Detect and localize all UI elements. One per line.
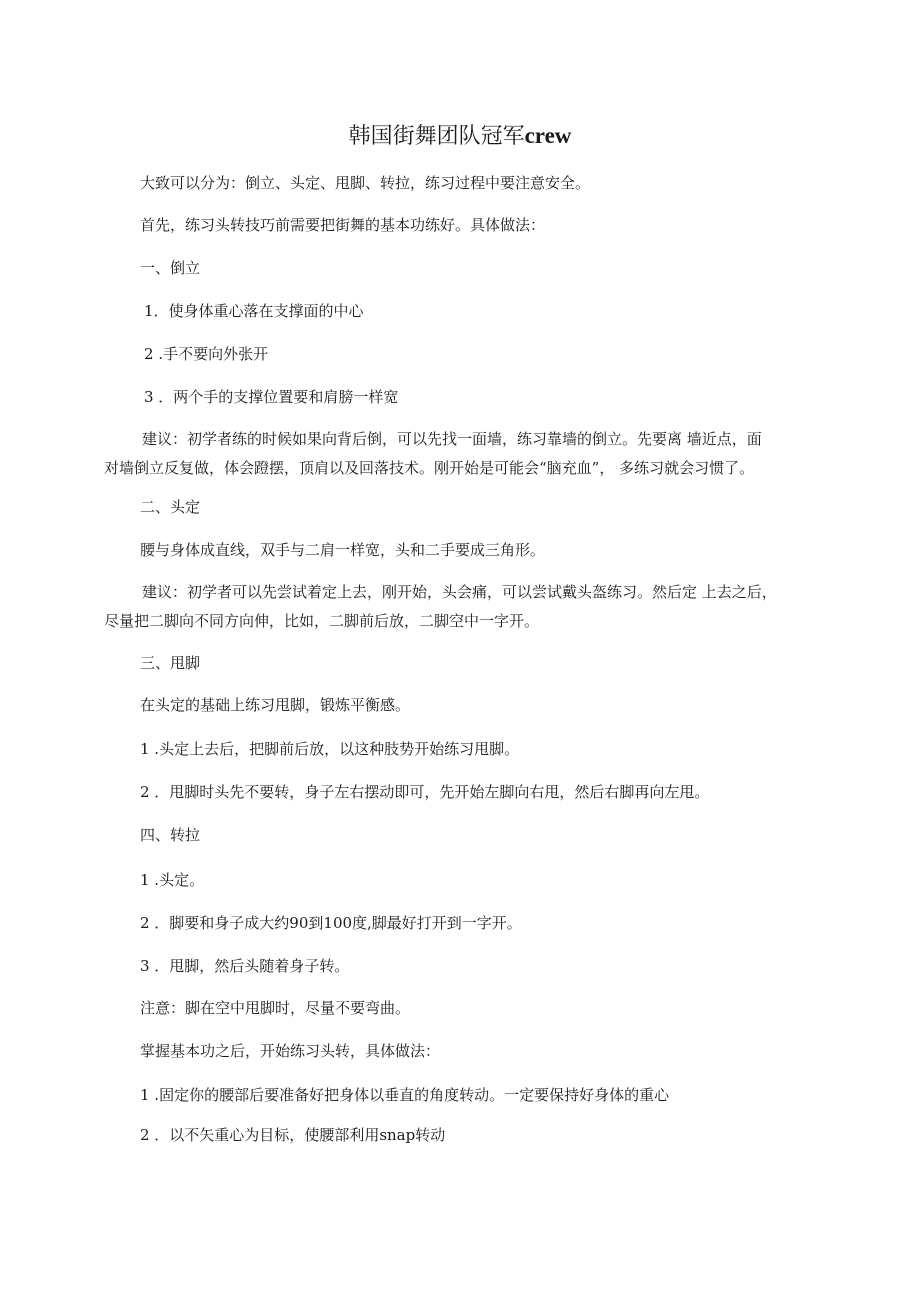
list-item: 1．使身体重心落在支撑面的中心 <box>144 302 364 320</box>
first-paragraph: 首先，练习头转技巧前需要把街舞的基本功练好。具体做法： <box>140 216 546 234</box>
list-item: 3 ．两个手的支撑位置要和肩膀一样宽 <box>144 388 399 406</box>
list-item: 1 .头定。 <box>140 871 205 889</box>
list-item: 1 .固定你的腰部后要准备好把身体以垂直的角度转动。一定要保持好身体的重心 <box>140 1086 670 1104</box>
advice-line: 对墙倒立反复做，体会蹬摆，顶肩以及回落技术。刚开始是可能会“脑充血”， 多练习就会习惯了。 <box>104 459 755 477</box>
section-heading-headstand: 二、头定 <box>140 498 201 516</box>
advice-paragraph-headstand <box>104 578 824 636</box>
advice-line: 建议：初学者练的时候如果向背后倒，可以先找一面墙，练习靠墙的倒立。先要离 墙近点，面 <box>142 430 762 448</box>
list-item: 2 .手不要向外张开 <box>144 345 269 363</box>
list-item: 3 ．甩脚，然后头随着身子转。 <box>140 957 350 975</box>
title-latin: crew <box>524 123 572 148</box>
intro-paragraph: 大致可以分为：倒立、头定、甩脚、转拉，练习过程中要注意安全。 <box>140 174 591 192</box>
section-heading-handstand: 一、倒立 <box>140 259 201 277</box>
list-item: 1 .头定上去后，把脚前后放，以这种肢势开始练习甩脚。 <box>140 740 520 758</box>
advice-paragraph-handstand <box>104 425 824 483</box>
list-item: 2 ．以不矢重心为目标，使腰部利用snap转动 <box>140 1126 446 1144</box>
after-paragraph: 掌握基本功之后，开始练习头转，具体做法： <box>140 1042 441 1060</box>
list-item: 2 ．甩脚时头先不要转，身子左右摆动即可，先开始左脚向右甩，然后右脚再向左甩。 <box>140 783 710 801</box>
note-paragraph: 注意：脚在空中甩脚时，尽量不要弯曲。 <box>140 999 411 1017</box>
title-chinese: 韩国街舞团队冠军 <box>348 124 525 149</box>
advice-line: 建议：初学者可以先尝试着定上去，刚开始，头会痛，可以尝试戴头盔练习。然后定 上去之后， <box>142 583 777 601</box>
leg-swing-description: 在头定的基础上练习甩脚，锻炼平衡感。 <box>140 696 411 714</box>
section-heading-spin: 四、转拉 <box>140 826 201 844</box>
page-title <box>0 122 920 151</box>
advice-line: 尽量把二脚向不同方向伸，比如，二脚前后放，二脚空中一字开。 <box>104 612 540 630</box>
section-heading-leg-swing: 三、甩脚 <box>140 654 201 672</box>
headstand-description: 腰与身体成直线，双手与二肩一样宽，头和二手要成三角形。 <box>140 541 546 559</box>
list-item: 2 ．脚要和身子成大约90到100度,脚最好打开到一字开。 <box>140 914 522 932</box>
